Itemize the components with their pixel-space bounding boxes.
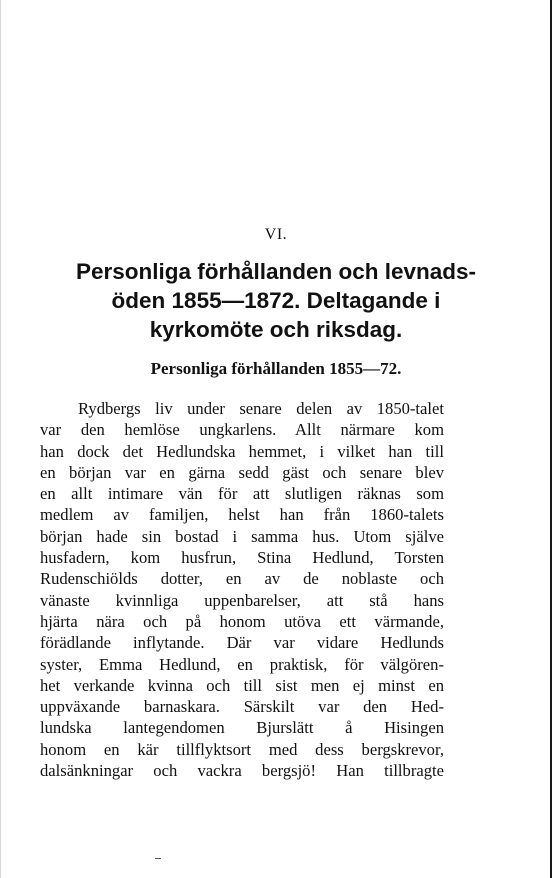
section-title: Personliga förhållanden 1855—72. bbox=[150, 359, 402, 378]
text-line: uppväxande barnaskara. Särskilt var den Hed- bbox=[40, 697, 444, 717]
page-mark bbox=[155, 858, 161, 859]
chapter-title bbox=[30, 257, 522, 344]
text-line: lundska lantegendomen Bjurslätt å Hisingen bbox=[40, 718, 444, 738]
body-paragraph bbox=[40, 398, 444, 781]
text-line: syster, Emma Hedlund, en praktisk, för välgören- bbox=[40, 654, 444, 674]
text-line: början hade sin bostad i samma hus. Utom själve bbox=[40, 526, 444, 546]
text-line: medlem av familjen, helst han från 1860-talets bbox=[40, 505, 444, 525]
text-line: han dock det Hedlundska hemmet, i vilket han till bbox=[40, 441, 444, 461]
text-line: honom en kär tillflyktsort med dess bergskrevor, bbox=[40, 739, 444, 759]
text-line: förädlande inflytande. Där var vidare Hedlunds bbox=[40, 633, 444, 653]
text-line: Rudenschiölds dotter, en av de noblaste och bbox=[40, 569, 444, 589]
text-line: hjärta nära och på honom utöva ett värmande, bbox=[40, 611, 444, 631]
text-line: dalsänkningar och vackra bergsjö! Han tillbragte bbox=[40, 761, 444, 781]
text-line: var den hemlöse ungkarlens. Allt närmare kom bbox=[40, 420, 444, 440]
text-line: en början var en gärna sedd gäst och senare blev bbox=[40, 462, 444, 482]
text-line: en allt intimare vän för att slutligen räknas som bbox=[40, 484, 444, 504]
text-line: husfadern, kom husfrun, Stina Hedlund, Torsten bbox=[40, 548, 444, 568]
chapter-number: VI. bbox=[264, 226, 288, 243]
text-line: vänaste kvinnliga uppenbarelser, att stå hans bbox=[40, 590, 444, 610]
page-left-edge bbox=[0, 0, 1, 878]
text-line: het verkande kvinna och till sist men ej minst en bbox=[40, 675, 444, 695]
chapter-title-line: öden 1855—1872. Deltagande i bbox=[111, 288, 441, 313]
text-line: Rydbergs liv under senare delen av 1850-talet bbox=[78, 399, 444, 418]
chapter-title-line: Personliga förhållanden och levnads- bbox=[75, 259, 477, 284]
chapter-title-line: kyrkomöte och riksdag. bbox=[149, 317, 403, 342]
